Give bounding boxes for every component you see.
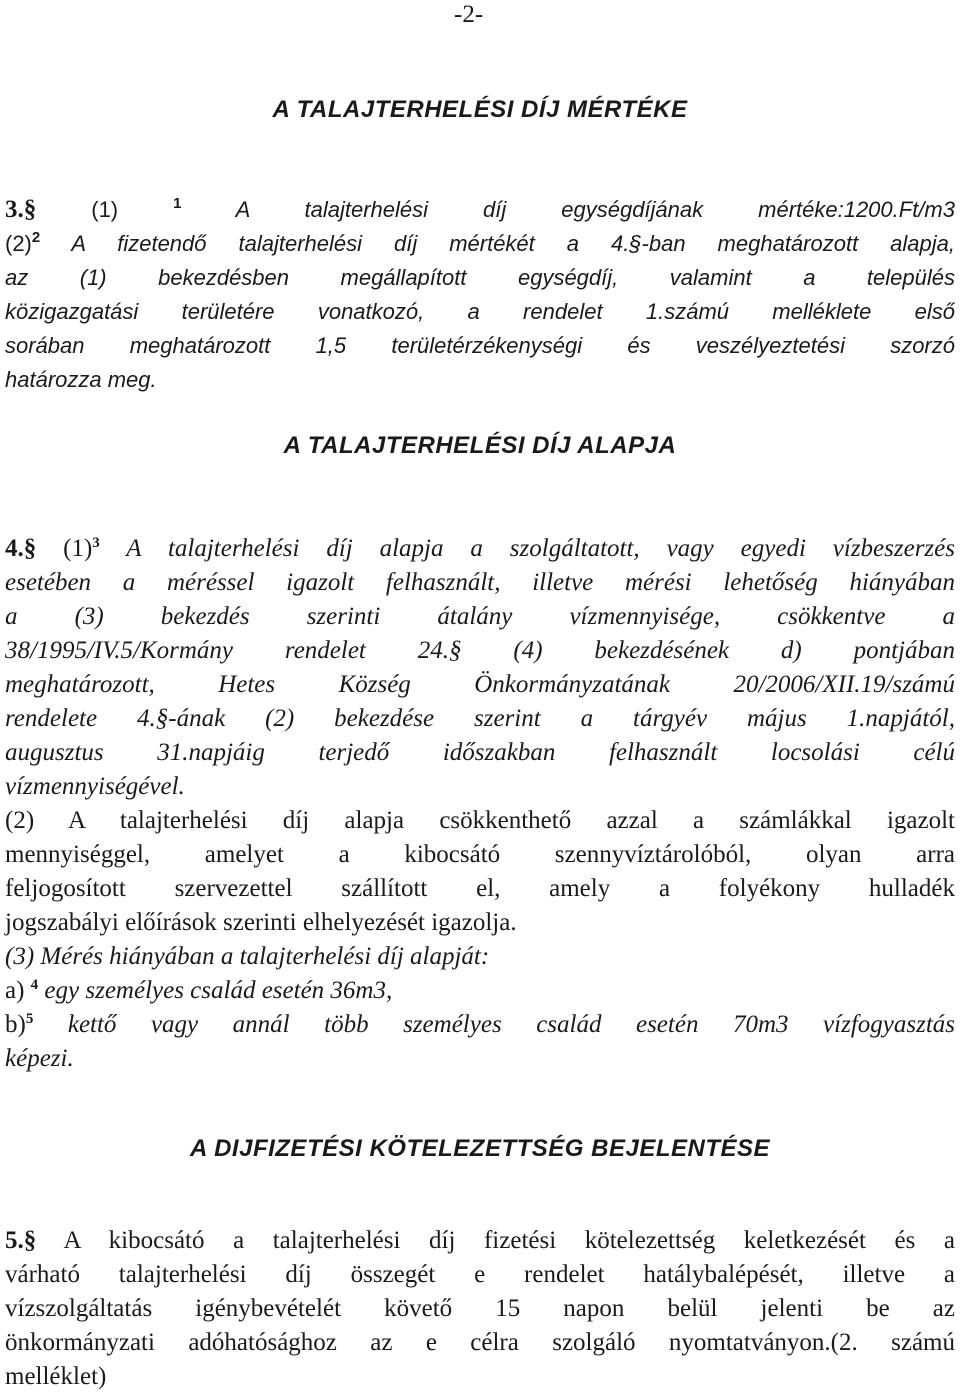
section-3-line-4: közigazgatási területére vonatkozó, a rendelet 1.számú melléklete első [5,299,955,324]
section-4-line-1: 4.§ $(1)^3$ A talajterhelési díj alapja a szolgáltatott, vagy egyedi vízbeszerzés [5,535,955,562]
heading-payment-obligation: A DIJFIZETÉSI KÖTELEZETTSÉG BEJELENTÉSE [189,1135,771,1162]
section-3-line-3: az (1) bekezdésben megállapított egységdíj, valamint a település [5,265,955,290]
section-number: 5.§ [5,1227,37,1254]
section-5-line-2: várható talajterhelési díj összegét e rendelet hatálybalépését, illetve a [5,1261,955,1288]
section-4-line-13: (3) Mérés hiányában a talajterhelési díj alapját: [5,943,490,970]
footnote-marker: 3 [92,535,100,551]
section-4-line-6: rendelete 4.§-ának (2) bekezdése szerint a tárgyév május 1.napjától, [5,705,955,732]
section-4-line-9: (2) A talajterhelési díj alapja csökkenthető azzal a számlákkal igazolt [5,807,955,834]
section-4-line-3: a (3) bekezdés szerinti átalány vízmennyisége, csökkentve a [5,603,955,630]
footnote-marker: 1 [173,195,182,212]
section-3-line-6: határozza meg. [5,367,157,392]
footnote-marker: 2 [31,229,41,246]
footnote-marker: 5 [25,1011,34,1027]
section-4-line-15: b)$^5$ kettő vagy annál több személyes család esetén 70m3 vízfogyasztás [5,1011,955,1038]
section-number: 4.§ [5,535,37,562]
section-4-line-16: képezi. [5,1045,74,1072]
section-4-line-8: vízmennyiségével. [5,773,185,800]
page-number: -2- [454,1,484,28]
section-5-line-3: vízszolgáltatás igénybevételét követő 15 napon belül jelenti be az [5,1295,955,1322]
section-4-line-11: feljogosított szervezettel szállított el, amely a folyékony hulladék [5,875,955,902]
heading-tax-base: A TALAJTERHELÉSI DÍJ ALAPJA [283,432,677,459]
section-4-line-4: 38/1995/IV.5/Kormány rendelet 24.§ (4) bekezdésének d) pontjában [5,637,955,664]
section-5-line-4: önkormányzati adóhatósághoz az e célra szolgáló nyomtatványon.(2. számú [5,1329,955,1356]
section-5-line-1: 5.§ A kibocsátó a talajterhelési díj fizetési kötelezettség keletkezését és a [5,1227,955,1254]
section-4 [5,532,955,1076]
section-4-line-7: augusztus 31.napjáig terjedő időszakban felhasznált locsolási célú [5,739,955,766]
section-4-line-2: esetében a méréssel igazolt felhasznált, illetve mérési lehetőség hiányában [5,569,955,596]
section-number: 3.§ [5,196,37,223]
section-4-line-12: jogszabályi előírások szerinti elhelyezését igazolja. [5,909,517,936]
section-5-line-5: melléklet) [5,1363,107,1390]
section-5 [5,1224,955,1394]
section-3-line-5: sorában meghatározott 1,5 területérzékenységi és veszélyeztetési szorzó [5,333,955,358]
heading-tax-rate: A TALAJTERHELÉSI DÍJ MÉRTÉKE [272,96,688,123]
section-4-line-5: meghatározott, Hetes Község Önkormányzatának 20/2006/XII.19/számú [5,671,955,698]
section-3-line-2: $(2)^2$ A fizetendő talajterhelési díj mértékét a 4.§-ban meghatározott alapja, [5,229,955,256]
section-3 [5,193,955,397]
section-4-line-10: mennyiséggel, amelyet a kibocsátó szennyvíztárolóból, olyan arra [5,841,955,868]
footnote-marker: 4 [30,977,39,993]
section-3-line-1: 3.§ (1) $^1$ A talajterhelési díj egységdíjának mértéke:1200.Ft/m3 [5,195,955,223]
section-4-line-14: a) $^4$ egy személyes család esetén 36m3, [5,977,393,1004]
